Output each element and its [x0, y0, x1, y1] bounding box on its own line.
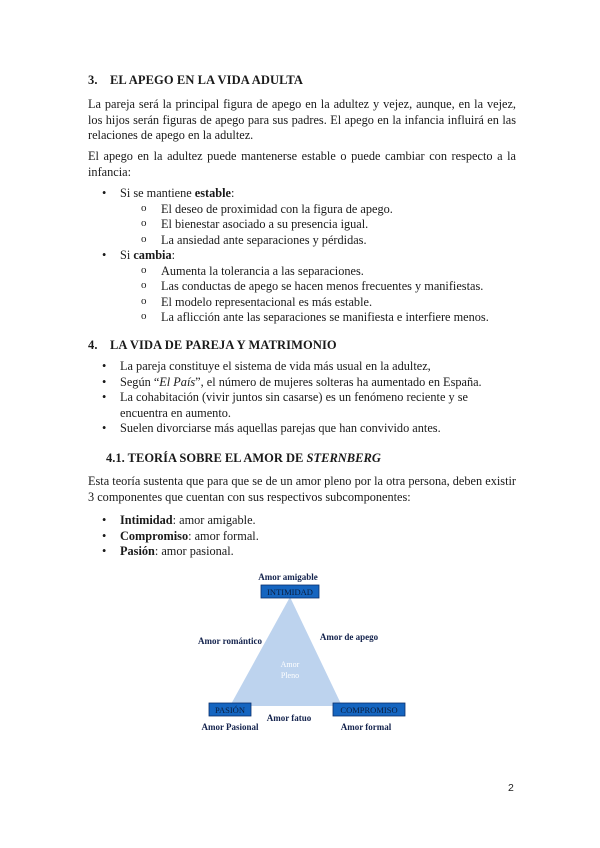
bullet-cambia: • Si cambia: o Aumenta la tolerancia a las separaciones. o Las conductas de apego se hacen menos frecuentes y manifiestas. o El modelo representacional es más estable. o La aflicción ante las separaciones se manifiesta e interfiere menos.: [88, 248, 516, 326]
bottom-side-label: Amor fatuo: [266, 713, 312, 723]
list-item: o El bienestar asociado a su presencia igual.: [120, 217, 516, 233]
compromiso-box-label: COMPROMISO: [340, 705, 398, 715]
estable-bold: estable: [194, 186, 231, 200]
list-item: o Las conductas de apego se hacen menos frecuentes y manifiestas.: [120, 279, 516, 295]
intimidad-box-label: INTIMIDAD: [267, 587, 313, 597]
bullet-estable: • Si se mantiene estable: o El deseo de proximidad con la figura de apego. o El bienestar asociado a su presencia igual. o La ansiedad ante separaciones y pérdidas.: [88, 186, 516, 248]
list-item: • Suelen divorciarse más aquellas parejas que han convivido antes.: [88, 421, 516, 437]
section-4-title: LA VIDA DE PAREJA Y MATRIMONIO: [110, 338, 337, 352]
section-4-number: 4.: [88, 338, 98, 352]
list-item: • Según “El País”, el número de mujeres solteras ha aumentado en España.: [88, 375, 516, 391]
list-item: o La ansiedad ante separaciones y pérdidas.: [120, 233, 516, 249]
section-3-title: EL APEGO EN LA VIDA ADULTA: [110, 73, 304, 87]
component-pasion: • Pasión: amor pasional.: [88, 544, 516, 560]
right-side-label: Amor de apego: [319, 632, 379, 642]
list-item: o El modelo representacional es más estable.: [120, 295, 516, 311]
left-side-label: Amor romántico: [198, 636, 262, 646]
left-corner-label: Amor Pasional: [201, 722, 259, 732]
page-number: 2: [508, 782, 514, 794]
love-triangle: [230, 597, 342, 706]
cambia-bold: cambia: [133, 248, 172, 262]
section-3-paragraph-1: La pareja será la principal figura de apego en la adultez y vejez, aunque, en la vejez, los hijos serán figuras de apego para sus padres. El apego en la infancia influirá en las relaciones de apego en la adultez.: [88, 97, 516, 142]
list-item: o La aflicción ante las separaciones se manifiesta e interfiere menos.: [120, 310, 516, 326]
el-pais-italic: El País: [159, 374, 196, 389]
section-4-1-paragraph: Esta teoría sustenta que para que se de un amor pleno por la otra persona, deben existir 3 componentes que cuentan con sus respectivos subcomponentes:: [88, 474, 516, 504]
list-item: o Aumenta la tolerancia a las separaciones.: [120, 264, 516, 280]
section-4-1-heading: 4.1. TEORÍA SOBRE EL AMOR DE STERNBERG: [106, 451, 381, 465]
sternberg-italic: STERNBERG: [306, 451, 381, 465]
center-label-line-2: Pleno: [280, 671, 300, 680]
list-item: • La pareja constituye el sistema de vida más usual en la adultez,: [88, 359, 516, 375]
list-item: • La cohabitación (vivir juntos sin casarse) es un fenómeno reciente y se encuentra en aumento.: [88, 390, 516, 421]
pasion-box-label: PASIÓN: [215, 705, 245, 715]
section-3-number: 3.: [88, 73, 98, 87]
component-intimidad: • Intimidad: amor amigable.: [88, 513, 516, 529]
section-3-paragraph-2: El apego en la adultez puede mantenerse estable o puede cambiar con respecto a la infancia:: [88, 149, 516, 179]
component-compromiso: • Compromiso: amor formal.: [88, 529, 516, 545]
list-item: o El deseo de proximidad con la figura de apego.: [120, 202, 516, 218]
center-label-line-1: Amor: [280, 660, 300, 669]
top-label: Amor amigable: [258, 572, 318, 582]
right-corner-label: Amor formal: [340, 722, 392, 732]
